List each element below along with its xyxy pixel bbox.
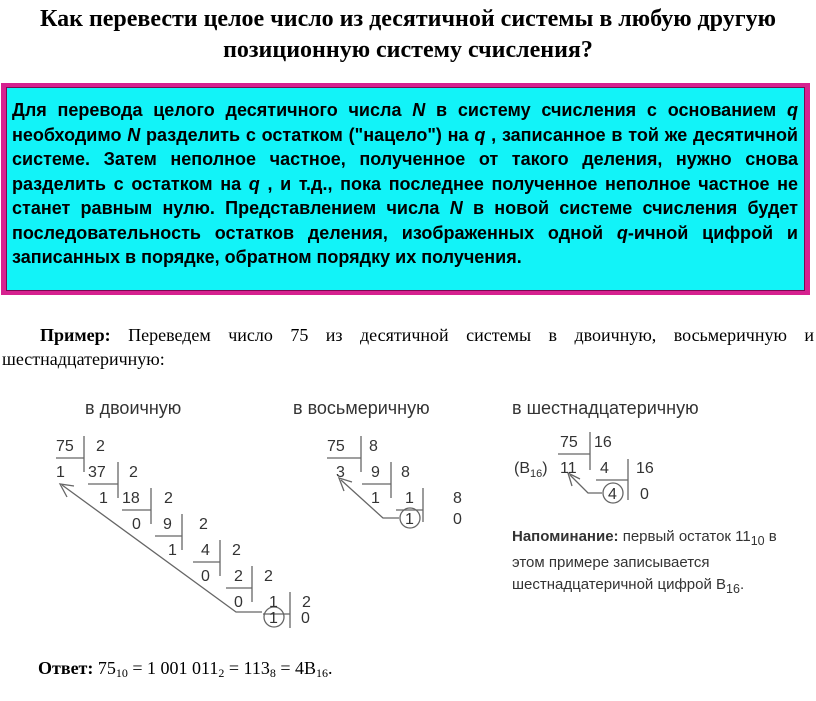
hex-divisor: 16 [636, 460, 654, 477]
binary-numbers [56, 398, 311, 627]
example-text: Переведем число 75 из десятичной системы в двоичную, восьмеричную и шестнадцатеричную: [2, 325, 814, 369]
octal-remainder-circled: 1 [405, 511, 414, 528]
hex-dividend: 75 [560, 434, 578, 451]
binary-divisor: 2 [264, 568, 273, 585]
hex-remainder: 11 [560, 460, 577, 477]
octal-remainder: 3 [336, 464, 345, 481]
binary-remainder: 1 [168, 542, 177, 559]
hex-b-label: $(B_{16})$ [514, 460, 548, 480]
octal-remainder: 1 [371, 490, 380, 507]
title-line-1: Как перевести целое число из десятичной системы в любую другую [40, 6, 776, 32]
octal-divisor: 8 [401, 464, 410, 481]
binary-divisor: 2 [302, 594, 311, 611]
octal-last-quotient: 0 [453, 511, 462, 528]
binary-remainder: 0 [234, 594, 243, 611]
binary-divisor: 2 [232, 542, 241, 559]
binary-remainder: 1 [99, 490, 108, 507]
octal-dividend: 9 [371, 464, 380, 481]
binary-remainder: 1 [56, 464, 65, 481]
title-line-2: позиционную систему счисления? [223, 37, 593, 63]
binary-dividend: 37 [88, 464, 106, 481]
octal-heading: в восьмеричную [293, 398, 430, 418]
binary-dividend: 2 [234, 568, 243, 585]
binary-heading: в двоичную [85, 398, 182, 418]
octal-dividend: 75 [327, 438, 345, 455]
octal-dividend: 1 [405, 490, 414, 507]
hex-reminder-note: Напоминание: первый остаток $11_{10}$ в этом примере записывается шестнадцатеричной цифрой $B_{16}$. [512, 528, 777, 596]
octal-numbers [293, 398, 462, 528]
hex-remainder-circled: 4 [608, 486, 617, 503]
binary-dividend: 18 [122, 490, 140, 507]
binary-dividend: 1 [269, 594, 278, 611]
octal-divisor: 8 [369, 438, 378, 455]
binary-dividend: 9 [163, 516, 172, 533]
hex-last-quotient: 0 [640, 486, 649, 503]
binary-divisor: 2 [96, 438, 105, 455]
answer-label: Ответ: [38, 658, 94, 678]
binary-remainder: 0 [201, 568, 210, 585]
binary-divisor: 2 [164, 490, 173, 507]
binary-remainder: 0 [132, 516, 141, 533]
rule-text: Для перевода целого десятичного числа N в систему счисления с основанием q необходимо N разделить с остатком ("нацело") на q , записанное в той же десятичной системе. Затем неполное частное, полученное от такого деления, нужно снова разделить с остатком на q , и т.д., пока последнее полученное неполное частное не станет равным нулю. Представлением числа N в новой системе счисления будет последовательность остатков деления, изображенных одной q-ичной цифрой и записанных в порядке, обратном порядку их получения. [12, 100, 798, 267]
answer-line: Ответ: $75_{10} = 1$ 001 $011_2 = 113_8 = 4B_{16}$. [38, 658, 333, 680]
binary-remainder-circled: 1 [269, 610, 278, 627]
hex-divisor: 16 [594, 434, 612, 451]
binary-divisor: 2 [199, 516, 208, 533]
binary-dividend: 75 [56, 438, 74, 455]
hex-heading: в шестнадцатеричную [512, 398, 699, 418]
octal-divisor: 8 [453, 490, 462, 507]
binary-last-quotient: 0 [301, 610, 310, 627]
binary-dividend: 4 [201, 542, 210, 559]
example-label: Пример: [40, 325, 111, 345]
hex-dividend: 4 [600, 460, 609, 477]
binary-divisor: 2 [129, 464, 138, 481]
